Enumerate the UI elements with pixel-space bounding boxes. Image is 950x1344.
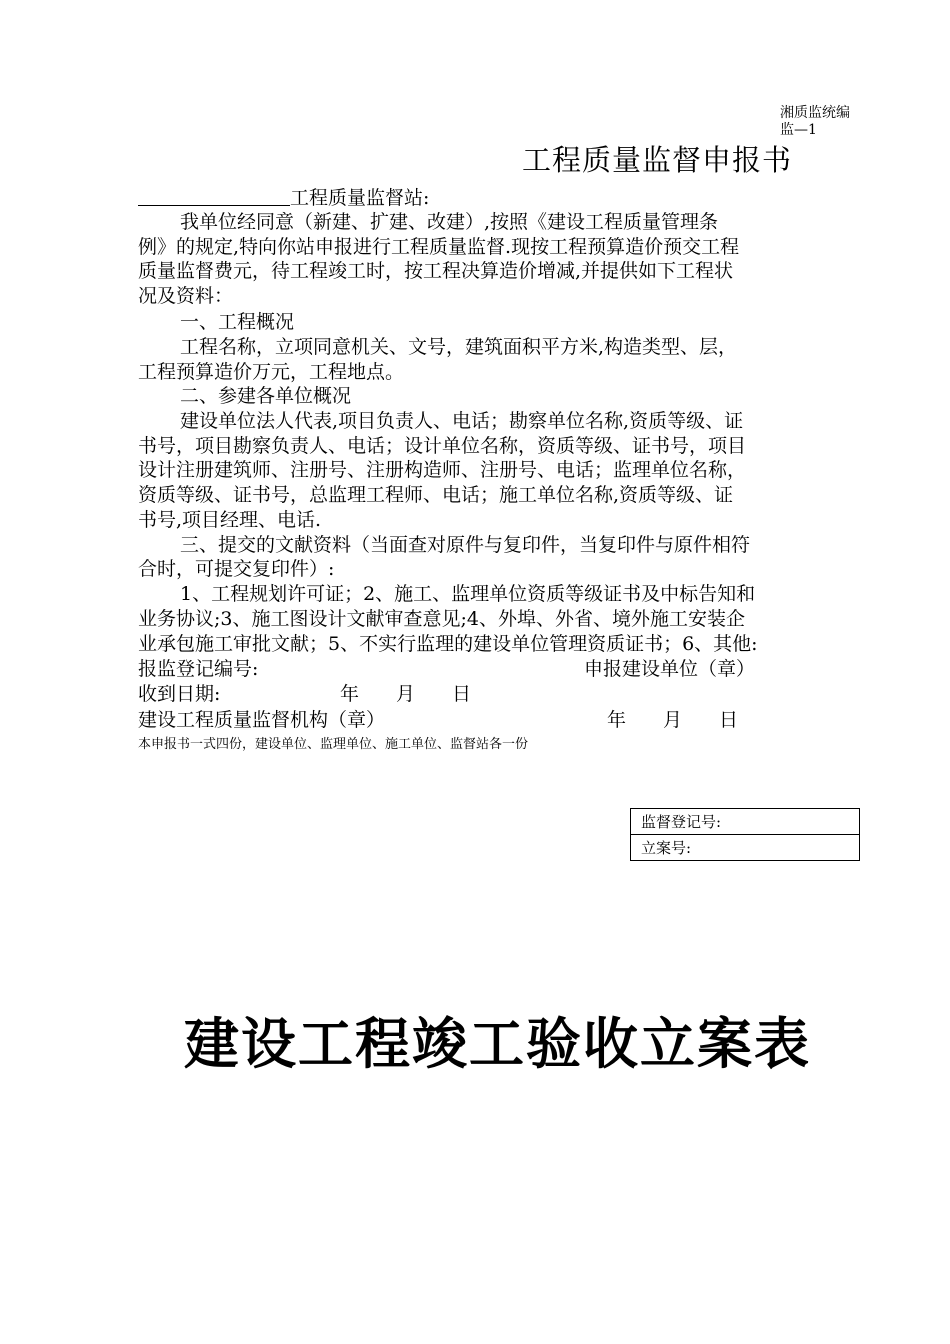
table-row xyxy=(631,809,860,835)
section-3-heading-cont: 合时，可提交复印件）: xyxy=(138,558,335,580)
supervision-no-cell: 监督登记号: xyxy=(631,809,860,835)
page-title-clip xyxy=(522,143,792,173)
agency-month: 月 xyxy=(663,709,683,731)
salutation-text: 工程质量监督站: xyxy=(290,187,430,209)
section-1-line-1: 工程名称，立项同意机关、文号，建筑面积平方米,构造类型、层， xyxy=(180,336,738,358)
agency-day: 日 xyxy=(719,709,739,731)
section-3-line-1: 1、工程规划许可证；2、施工、监理单位资质等级证书及中标告知和 xyxy=(180,583,756,605)
received-date-label: 收到日期: xyxy=(138,683,221,705)
station-name-blank xyxy=(138,187,290,206)
filing-no-cell: 立案号: xyxy=(631,835,860,861)
registration-table xyxy=(630,808,860,861)
agency-label: 建设工程质量监督机构（章） xyxy=(138,709,386,731)
section-1-line-2: 工程预算造价万元，工程地点。 xyxy=(138,361,405,383)
form-code-line-2: 监—1 xyxy=(780,122,817,138)
copies-note: 本申报书一式四份，建设单位、监理单位、施工单位、监督站各一份 xyxy=(138,737,529,752)
intro-line-4: 况及资料： xyxy=(138,285,234,307)
received-day: 日 xyxy=(452,683,472,705)
intro-line-1: 我单位经同意（新建、扩建、改建）,按照《建设工程质量管理条 xyxy=(180,211,719,233)
agency-year: 年 xyxy=(607,709,627,731)
section-2-line-1: 建设单位法人代表,项目负责人、电话；勘察单位名称,资质等级、证 xyxy=(180,410,744,432)
received-month: 月 xyxy=(396,683,416,705)
section-2-heading: 二、参建各单位概况 xyxy=(180,385,352,407)
section-2-line-5: 书号,项目经理、电话. xyxy=(138,509,322,531)
section-2-line-4: 资质等级、证书号，总监理工程师、电话；施工单位名称,资质等级、证 xyxy=(138,484,734,506)
received-year: 年 xyxy=(340,683,360,705)
section-3-heading: 三、提交的文献资料（当面查对原件与复印件，当复印件与原件相符 xyxy=(180,534,751,556)
section-2-line-2: 书号，项目勘察负责人、电话；设计单位名称，资质等级、证书号，项目 xyxy=(138,435,747,457)
page-title: 工程质量监督申报书 xyxy=(522,143,793,173)
salutation xyxy=(138,186,862,210)
reg-no-label: 报监登记编号: xyxy=(138,658,259,680)
table-row xyxy=(631,835,860,861)
intro-line-3: 质量监督费元，待工程竣工时，按工程决算造价增减,并提供如下工程状 xyxy=(138,260,734,282)
section-2-line-3: 设计注册建筑师、注册号、注册构造师、注册号、电话；监理单位名称， xyxy=(138,459,747,481)
intro-line-2: 例》的规定,特向你站申报进行工程质量监督.现按工程预算造价预交工程 xyxy=(138,236,740,258)
form-code-line-1: 湘质监统编 xyxy=(780,105,850,121)
section-3-line-3: 业承包施工审批文献；5、不实行监理的建设单位管理资质证书；6、其他: xyxy=(138,633,758,655)
section-1-heading: 一、工程概况 xyxy=(180,311,295,333)
section-3-line-2: 业务协议;3、施工图设计文献审查意见;4、外埠、外省、境外施工安装企 xyxy=(138,608,745,630)
applicant-label: 申报建设单位（章） xyxy=(584,658,756,680)
completion-form-title: 建设工程竣工验收立案表 xyxy=(184,1012,812,1076)
